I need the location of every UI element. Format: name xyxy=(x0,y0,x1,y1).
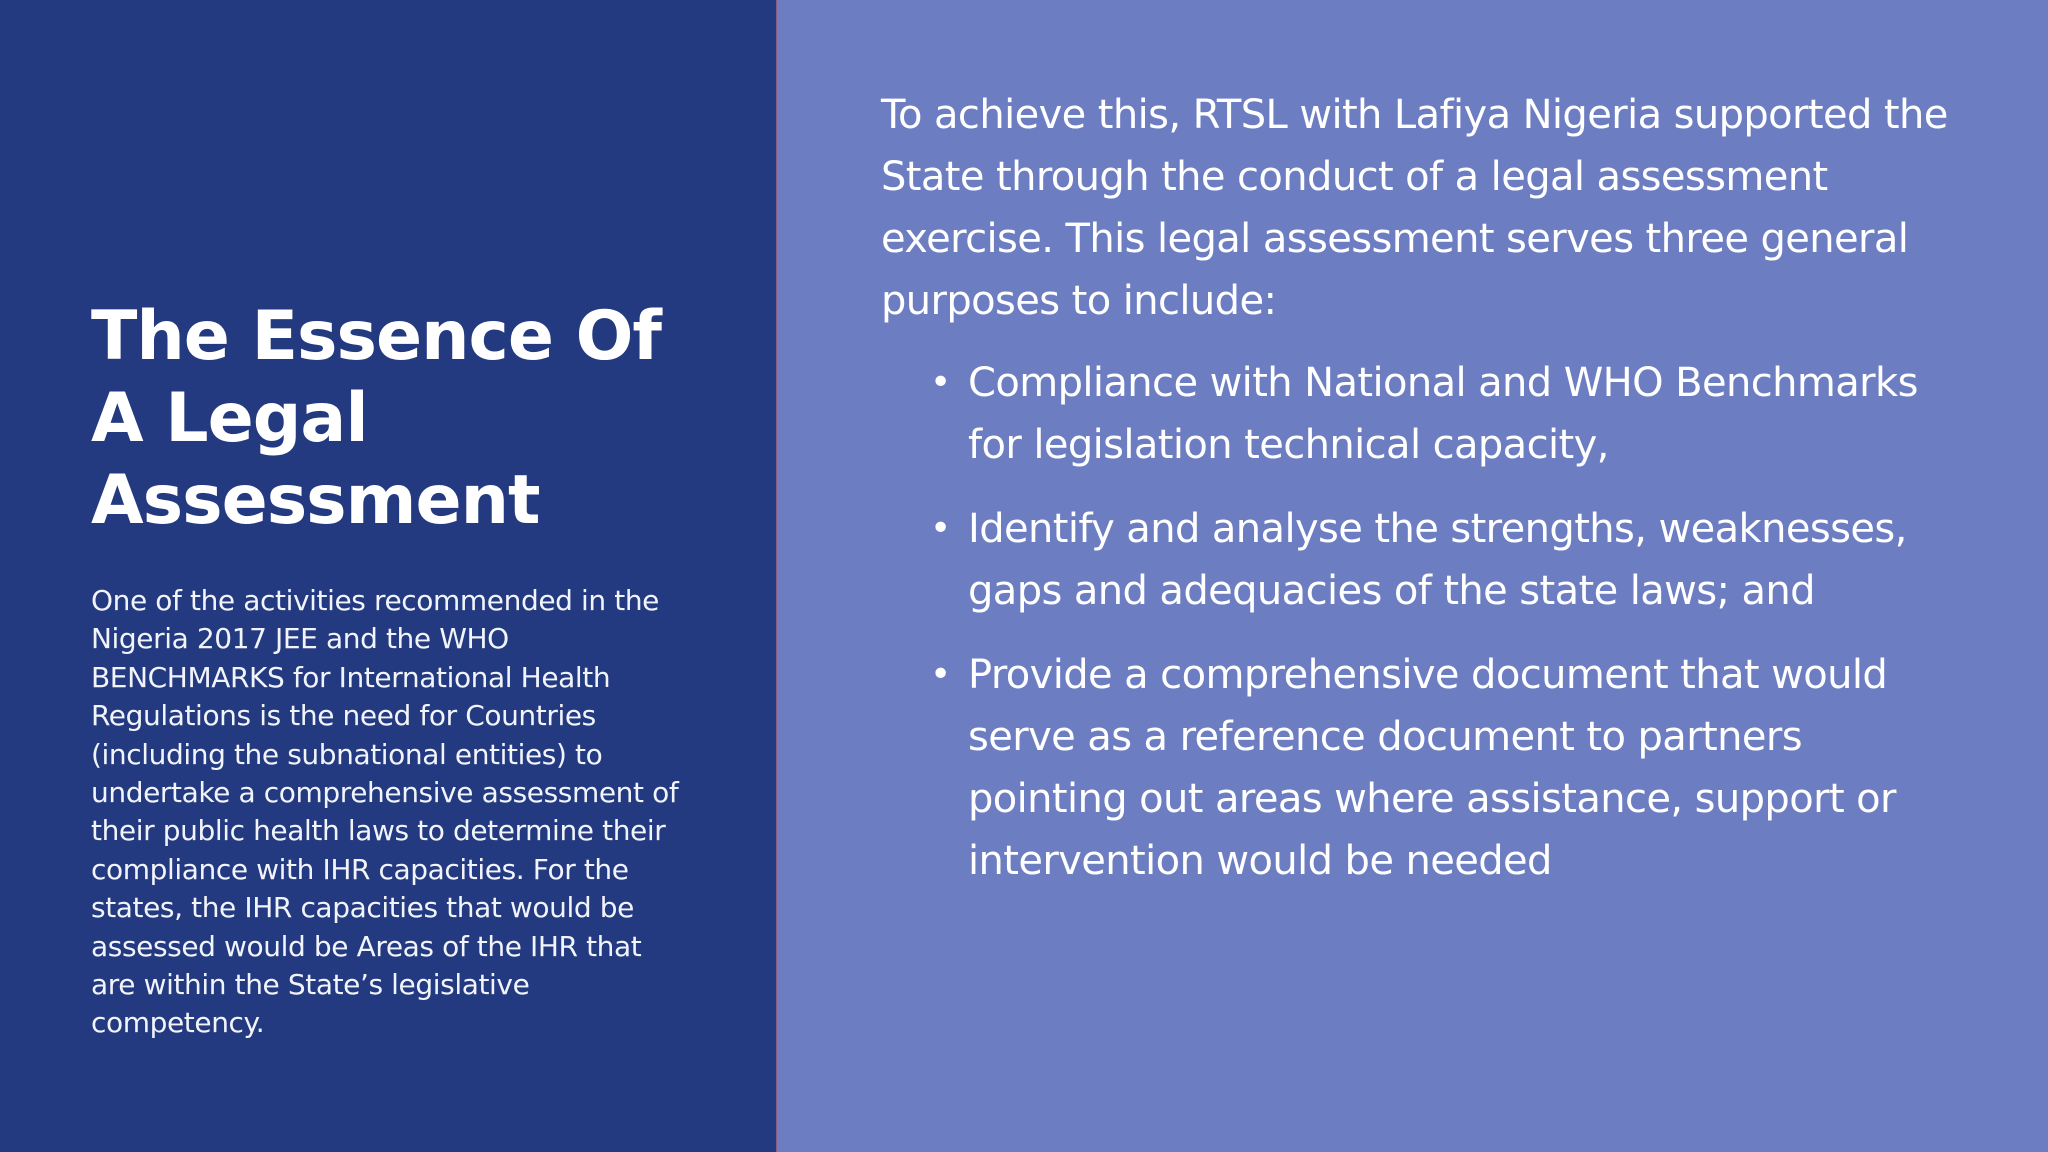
intro-paragraph: One of the activities recommended in the Nigeria 2017 JEE and the WHO BENCHMARKS for International Health Regulations is the need for Countries (including the subnational entities) to undertake a comprehensive assessment of their public health laws to determine their compliance with IHR capacities. For the states, the IHR capacities that would be assessed would be Areas of the IHR that are within the State’s legislative competency. xyxy=(91,584,679,1040)
purpose-text: Identify and analyse the strengths, weaknesses, gaps and adequacies of the state laws; and xyxy=(968,506,1907,614)
purpose-text: Compliance with National and WHO Benchmarks for legislation technical capacity, xyxy=(968,360,1918,468)
purpose-list xyxy=(881,352,1981,914)
purpose-item-document xyxy=(881,644,1981,892)
bullet-icon: • xyxy=(930,654,951,695)
purpose-text: Provide a comprehensive document that would serve as a reference document to partners pointing out areas where assistance, support or intervention would be needed xyxy=(968,652,1896,884)
bullet-icon: • xyxy=(930,362,951,403)
bullet-icon: • xyxy=(930,508,951,549)
slide-title: The Essence Of A Legal Assessment xyxy=(91,297,662,540)
lead-paragraph: To achieve this, RTSL with Lafiya Nigeria supported the State through the conduct of a legal assessment exercise. This legal assessment serves three general purposes to include: xyxy=(881,92,1948,324)
purpose-item-identify xyxy=(881,498,1981,622)
purpose-item-compliance xyxy=(881,352,1981,476)
